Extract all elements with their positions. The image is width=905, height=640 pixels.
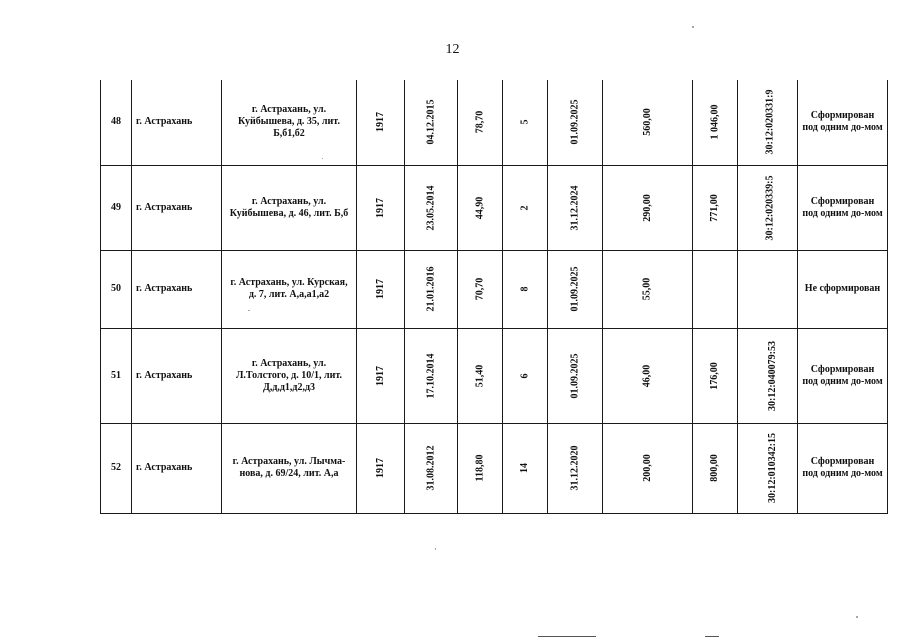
value-one-cell: [603, 423, 693, 513]
resettlement-date-cell: [548, 80, 603, 165]
value-two-text: 800,00: [709, 454, 720, 482]
cadastral-number-cell: [738, 328, 798, 423]
residents-count-cell: [503, 328, 548, 423]
address-text: г. Астрахань, ул. Л.Толстого, д. 10/1, лит. Д,д,д1,д2,д3: [235, 357, 343, 393]
table-row: [101, 328, 888, 423]
value-two-cell: [693, 250, 738, 328]
table-row: [101, 250, 888, 328]
value-two-cell: [693, 328, 738, 423]
cadastral-number-cell: [738, 423, 798, 513]
address-cell: [222, 250, 357, 328]
value-one-text: 200,00: [641, 454, 653, 482]
row-number-text: 52: [111, 462, 121, 473]
cadastral-number-cell: [738, 80, 798, 165]
cadastral-number-cell: [738, 165, 798, 250]
resettlement-date-cell: [548, 423, 603, 513]
area-cell: [458, 423, 503, 513]
land-status-cell: [798, 328, 888, 423]
cadastral-number-text: 30:12:010342:15: [767, 433, 778, 503]
city-cell: [132, 250, 222, 328]
value-one-cell: [603, 328, 693, 423]
table-row: [101, 423, 888, 513]
residents-count-text: 5: [519, 119, 530, 125]
table-body: [101, 80, 888, 513]
area-text: 51,40: [474, 364, 485, 387]
year-cell: [357, 328, 405, 423]
year-text: 1917: [374, 279, 386, 299]
row-number-cell: [101, 80, 132, 165]
address-text: г. Астрахань, ул. Куйбышева, д. 46, лит. Б,б: [229, 195, 349, 219]
residents-count-text: 8: [519, 286, 530, 292]
inspection-date-text: 23.05.2014: [425, 185, 436, 230]
value-one-cell: [603, 165, 693, 250]
residents-count-cell: [503, 250, 548, 328]
area-text: 44,90: [474, 196, 485, 219]
land-status-text: Сформирован под одним до-мом: [802, 363, 883, 387]
value-one-text: 560,00: [641, 108, 653, 136]
city-cell: [132, 423, 222, 513]
area-cell: [458, 328, 503, 423]
area-text: 118,80: [473, 454, 485, 482]
land-status-text: Не сформирован: [804, 283, 881, 294]
residents-count-text: 2: [519, 205, 530, 210]
row-number-cell: [101, 423, 132, 513]
value-two-cell: [693, 423, 738, 513]
residents-count-text: 6: [519, 373, 530, 378]
year-cell: [357, 80, 405, 165]
residents-count-cell: [503, 80, 548, 165]
city-text: г. Астрахань: [136, 116, 193, 128]
inspection-date-cell: [405, 80, 458, 165]
resettlement-date-text: 31.12.2024: [569, 185, 580, 230]
table-row: [101, 80, 888, 165]
year-cell: [357, 250, 405, 328]
housing-registry-table: [100, 80, 888, 514]
area-cell: [458, 80, 503, 165]
land-status-text: Сформирован под одним до-мом: [802, 456, 883, 479]
row-number-text: 50: [111, 283, 121, 294]
value-two-text: 176,00: [709, 361, 720, 390]
resettlement-date-text: 31.12.2020: [569, 445, 580, 491]
value-one-text: 46,00: [641, 364, 653, 387]
city-text: г. Астрахань: [136, 283, 193, 294]
area-text: 70,70: [474, 277, 485, 301]
scan-speck: [322, 158, 323, 159]
row-number-cell: [101, 165, 132, 250]
row-number-text: 51: [111, 369, 121, 381]
year-text: 1917: [374, 197, 386, 218]
land-status-text: Сформирован под одним до-мом: [802, 195, 883, 219]
land-status-text: Сформирован под одним до-мом: [802, 110, 883, 134]
inspection-date-text: 04.12.2015: [425, 99, 436, 145]
address-cell: [222, 423, 357, 513]
city-cell: [132, 328, 222, 423]
area-cell: [458, 250, 503, 328]
land-status-cell: [798, 165, 888, 250]
land-status-cell: [798, 250, 888, 328]
row-number-cell: [101, 328, 132, 423]
value-one-cell: [603, 250, 693, 328]
area-text: 78,70: [474, 111, 485, 134]
inspection-date-cell: [405, 328, 458, 423]
inspection-date-text: 17.10.2014: [425, 353, 436, 398]
inspection-date-cell: [405, 250, 458, 328]
address-cell: [222, 165, 357, 250]
value-one-text: 55,00: [641, 277, 653, 301]
value-one-cell: [603, 80, 693, 165]
address-cell: [222, 80, 357, 165]
resettlement-date-cell: [548, 165, 603, 250]
city-cell: [132, 165, 222, 250]
area-cell: [458, 165, 503, 250]
city-text: г. Астрахань: [136, 201, 193, 213]
land-status-cell: [798, 423, 888, 513]
address-text: г. Астрахань, ул. Лычма-нова, д. 69/24, лит. А,а: [232, 456, 346, 479]
resettlement-date-cell: [548, 250, 603, 328]
year-cell: [357, 423, 405, 513]
scan-speck: [692, 26, 694, 28]
scan-artifact-line: [538, 636, 596, 637]
value-one-text: 290,00: [641, 193, 653, 222]
resettlement-date-text: 01.09.2025: [569, 266, 580, 312]
inspection-date-cell: [405, 423, 458, 513]
resettlement-date-text: 01.09.2025: [569, 353, 580, 398]
page-number: 12: [445, 42, 460, 57]
value-two-text: 771,00: [709, 193, 720, 222]
year-text: 1917: [374, 112, 386, 133]
resettlement-date-text: 01.09.2025: [569, 99, 580, 145]
city-cell: [132, 80, 222, 165]
cadastral-number-cell: [738, 250, 798, 328]
scan-speck: [435, 548, 436, 550]
city-text: г. Астрахань: [136, 369, 193, 381]
year-cell: [357, 165, 405, 250]
cadastral-number-text: 30:12:040079:53: [767, 340, 778, 411]
scan-artifact-line: [705, 636, 719, 637]
cadastral-number-text: 30:12:020331:9: [764, 89, 776, 155]
row-number-cell: [101, 250, 132, 328]
residents-count-cell: [503, 165, 548, 250]
inspection-date-text: 31.08.2012: [425, 445, 436, 491]
year-text: 1917: [374, 365, 386, 386]
row-number-text: 48: [111, 116, 121, 128]
year-text: 1917: [374, 458, 386, 478]
residents-count-text: 14: [519, 463, 530, 473]
scan-speck: [856, 616, 858, 618]
address-text: г. Астрахань, ул. Куйбышева, д. 35, лит. Б,б1,б2: [238, 104, 340, 140]
row-number-text: 49: [111, 201, 121, 213]
address-cell: [222, 328, 357, 423]
value-two-cell: [693, 165, 738, 250]
resettlement-date-cell: [548, 328, 603, 423]
cadastral-number-text: 30:12:020339:5: [764, 175, 776, 240]
land-status-cell: [798, 80, 888, 165]
city-text: г. Астрахань: [136, 462, 193, 473]
inspection-date-text: 21.01.2016: [425, 266, 436, 312]
residents-count-cell: [503, 423, 548, 513]
value-two-cell: [693, 80, 738, 165]
inspection-date-cell: [405, 165, 458, 250]
table-row: [101, 165, 888, 250]
scan-speck: [248, 310, 250, 311]
value-two-text: 1 046,00: [709, 104, 720, 140]
address-text: г. Астрахань, ул. Курская, д. 7, лит. А,а,а1,а2: [230, 277, 348, 300]
